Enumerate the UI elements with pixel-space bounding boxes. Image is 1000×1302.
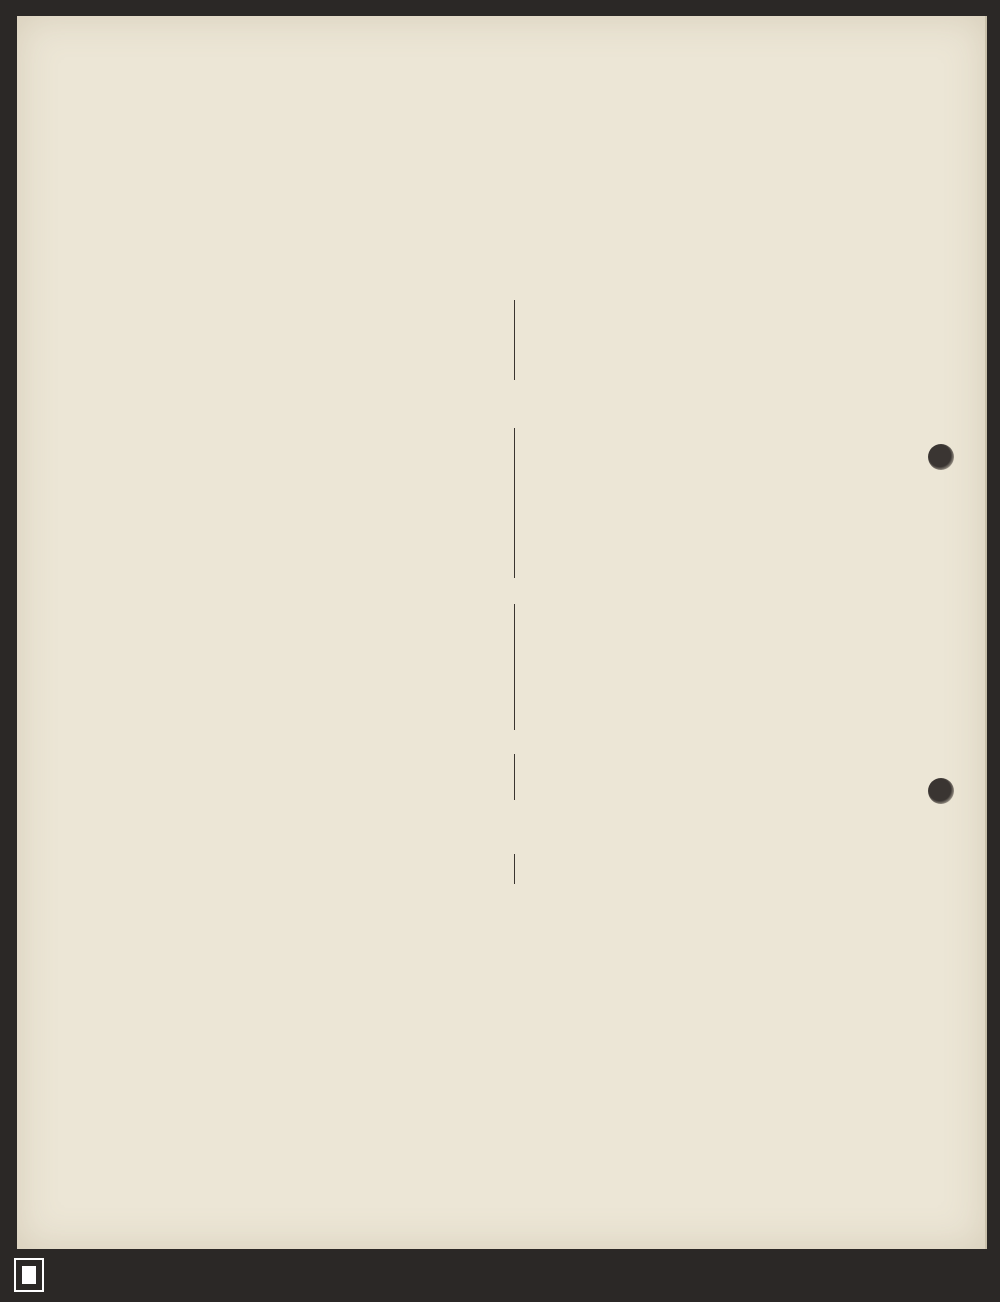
program-line [526, 715, 589, 731]
document-page [17, 16, 987, 1249]
column-divider [514, 854, 515, 884]
program-line [526, 753, 530, 769]
column-divider [514, 754, 515, 800]
program-line [526, 785, 530, 801]
program-line [526, 604, 589, 620]
program-line [166, 667, 234, 683]
philharmonie-logo-icon [842, 1254, 892, 1300]
program-line [166, 620, 234, 636]
novelties-left [166, 753, 170, 800]
program-line [526, 651, 589, 667]
program-line [526, 636, 589, 652]
program-line [166, 699, 234, 715]
program-line [166, 715, 234, 731]
program-line [526, 683, 589, 699]
program-line [166, 769, 170, 785]
program-line [526, 667, 589, 683]
slub-logo-icon [14, 1258, 44, 1292]
program-line [526, 769, 530, 785]
program-line [166, 753, 170, 769]
program-line [166, 604, 234, 620]
column-divider [514, 428, 515, 578]
punch-hole [928, 444, 954, 470]
column-divider [514, 300, 515, 380]
program-line [526, 699, 589, 715]
program-right [526, 604, 589, 730]
column-divider [514, 604, 515, 730]
program-line [166, 785, 170, 801]
program-left [166, 604, 234, 730]
footer-bar [0, 1250, 1000, 1302]
program-line [166, 636, 234, 652]
novelties-right [526, 753, 530, 800]
program-line [526, 620, 589, 636]
punch-hole [928, 778, 954, 804]
program-line [166, 683, 234, 699]
program-line [166, 651, 234, 667]
